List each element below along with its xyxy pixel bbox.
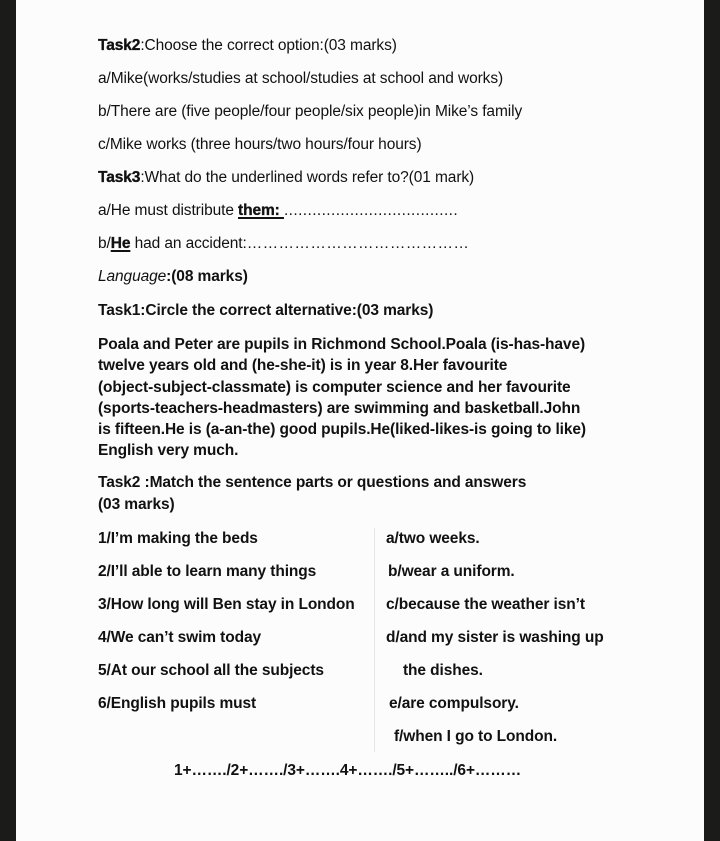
paragraph-line: twelve years old and (he-she-it) is in year 8.Her favourite — [98, 357, 508, 375]
match-right-item: a/two weeks. — [386, 530, 480, 547]
paragraph-line: English very much. — [98, 442, 239, 460]
paragraph-line: (object-subject-classmate) is computer science and her favourite — [98, 378, 571, 396]
column-divider — [374, 528, 375, 752]
reading-task2-heading — [98, 36, 397, 56]
task-instruction: :What do the underlined words refer to?(01 mark) — [140, 169, 475, 186]
match-right-item: e/are compulsory. — [389, 695, 519, 712]
language-task2-heading: Task2 :Match the sentence parts or questions and answers — [98, 474, 527, 491]
match-right-item: b/wear a uniform. — [388, 563, 515, 580]
language-section-heading — [98, 267, 248, 287]
question-item: b/There are (five people/four people/six people)in Mike’s family — [98, 103, 523, 120]
match-left-item: 4/We can’t swim today — [98, 629, 261, 646]
reference-question — [98, 234, 469, 254]
question-prefix: b/ — [98, 235, 111, 252]
task-label: Task3 — [98, 169, 141, 186]
match-right-item: c/because the weather isn’t — [386, 596, 585, 613]
match-right-item: the dishes. — [403, 662, 483, 679]
underlined-word: them: — [238, 202, 284, 219]
match-right-item: d/and my sister is washing up — [386, 629, 604, 646]
reading-task3-heading — [98, 168, 474, 188]
match-right-item: f/when I go to London. — [394, 728, 558, 745]
match-left-item: 1/I’m making the beds — [98, 530, 258, 547]
question-prefix: a/He must distribute — [98, 202, 239, 219]
paragraph-line: Poala and Peter are pupils in Richmond School.Poala (is-has-have) — [98, 336, 586, 353]
answer-blank[interactable]: ..................................... — [283, 202, 459, 219]
answer-key-blanks[interactable]: 1+……./2+……./3+…….4+……./5+……../6+……… — [174, 762, 522, 779]
section-marks: :(08 marks) — [166, 268, 248, 285]
match-left-item: 6/English pupils must — [98, 695, 257, 712]
match-left-item: 2/I’ll able to learn many things — [98, 563, 317, 580]
question-suffix: had an accident: — [130, 235, 247, 252]
question-item: a/Mike(works/studies at school/studies at school and works) — [98, 70, 504, 87]
question-item: c/Mike works (three hours/two hours/four hours) — [98, 136, 422, 153]
worksheet-page — [16, 0, 704, 841]
task-label: Task2 — [98, 37, 141, 54]
match-left-item: 3/How long will Ben stay in London — [98, 596, 355, 613]
language-task1-heading: Task1:Circle the correct alternative:(03 marks) — [98, 302, 434, 319]
paragraph-line: (sports-teachers-headmasters) are swimming and basketball.John — [98, 399, 581, 417]
underlined-word: He — [110, 235, 131, 252]
task-instruction: :Choose the correct option:(03 marks) — [140, 37, 397, 54]
language-task2-marks: (03 marks) — [98, 496, 175, 513]
paragraph-line: is fifteen.He is (a-an-the) good pupils.He(liked-likes-is going to like) — [98, 421, 586, 439]
circle-alternative-paragraph — [98, 334, 638, 462]
section-title: Language — [98, 268, 167, 285]
reference-question — [98, 201, 458, 221]
match-left-item: 5/At our school all the subjects — [98, 662, 324, 679]
answer-blank[interactable]: …………………………………… — [246, 235, 470, 252]
